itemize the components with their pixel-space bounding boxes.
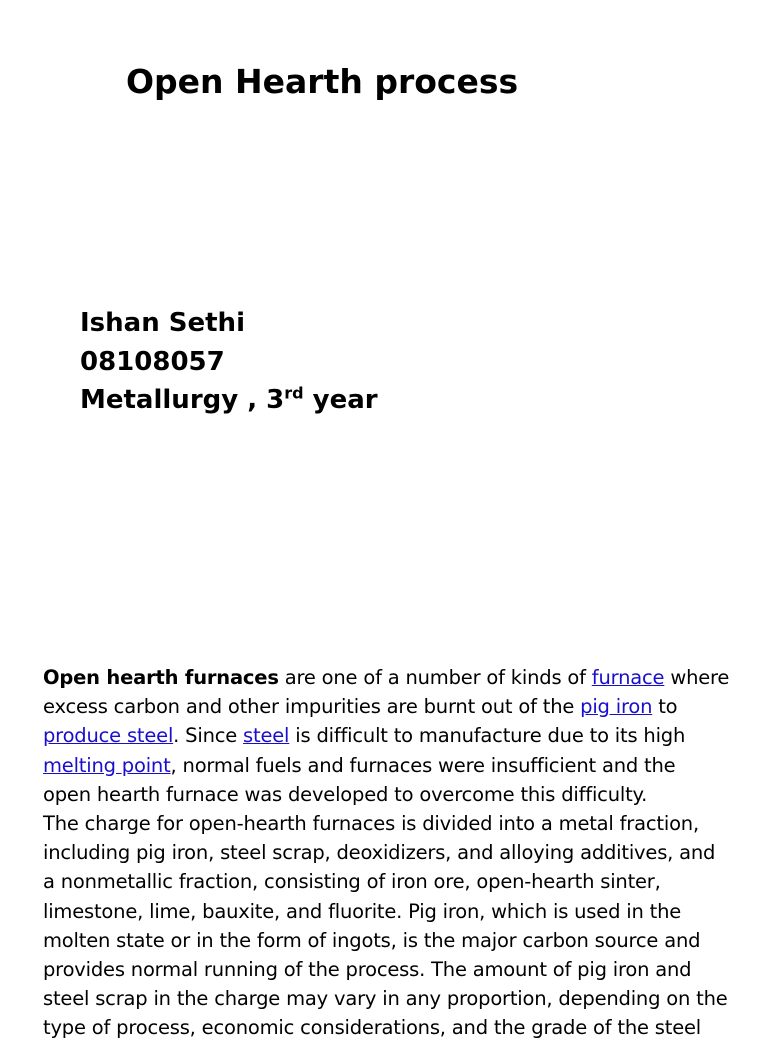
text-line-2 — [43, 692, 763, 721]
ordinal-suffix: rd — [284, 383, 304, 403]
author-name: Ishan Sethi — [80, 308, 245, 338]
produce-steel-link[interactable]: produce steel — [43, 724, 174, 748]
text-segment: is difficult to manufacture due to its high — [289, 724, 686, 748]
text-line-7: including pig iron, steel scrap, deoxidizers, and alloying additives, and — [43, 841, 716, 865]
department-year — [80, 381, 378, 420]
text-segment: , normal fuels and furnaces were insufficient and the — [170, 753, 676, 777]
text-line-1 — [43, 663, 763, 692]
melting-point-link[interactable]: melting point — [43, 753, 171, 777]
slide-title: Open Hearth process — [126, 62, 519, 101]
steel-link[interactable]: steel — [243, 724, 290, 748]
text-line-5: open hearth furnace was developed to overcome this difficulty. — [43, 782, 648, 806]
bold-term: Open hearth furnaces — [43, 666, 279, 689]
text-segment: . Since — [173, 724, 244, 748]
text-line-13: type of process, economic considerations, and the grade of the steel — [43, 1016, 702, 1040]
text-line-8: a nonmetallic fraction, consisting of iron ore, open-hearth sinter, — [43, 870, 661, 894]
roll-number: 08108057 — [80, 346, 225, 377]
author-block — [80, 304, 378, 420]
text-segment: excess carbon and other impurities are burnt out of the — [43, 695, 581, 719]
text-segment: are one of a number of kinds of — [278, 666, 592, 689]
content-slide — [0, 625, 768, 1040]
furnace-link[interactable]: furnace — [591, 666, 665, 689]
text-line-3 — [43, 721, 763, 750]
text-line-12: steel scrap in the charge may vary in any proportion, depending on the — [43, 987, 728, 1011]
text-segment: to — [652, 695, 678, 719]
pig-iron-link[interactable]: pig iron — [580, 695, 653, 719]
text-line-11: provides normal running of the process. The amount of pig iron and — [43, 958, 692, 982]
year-text: year — [303, 385, 378, 415]
text-line-10: molten state or in the form of ingots, is the major carbon source and — [43, 928, 701, 952]
text-line-6: The charge for open-hearth furnaces is divided into a metal fraction, — [43, 812, 699, 836]
department-text: Metallurgy , 3 — [80, 385, 285, 415]
body-paragraph — [43, 663, 763, 1043]
text-line-9: limestone, lime, bauxite, and fluorite. Pig iron, which is used in the — [43, 899, 682, 923]
text-segment: where — [664, 666, 730, 689]
text-line-4 — [43, 751, 763, 780]
